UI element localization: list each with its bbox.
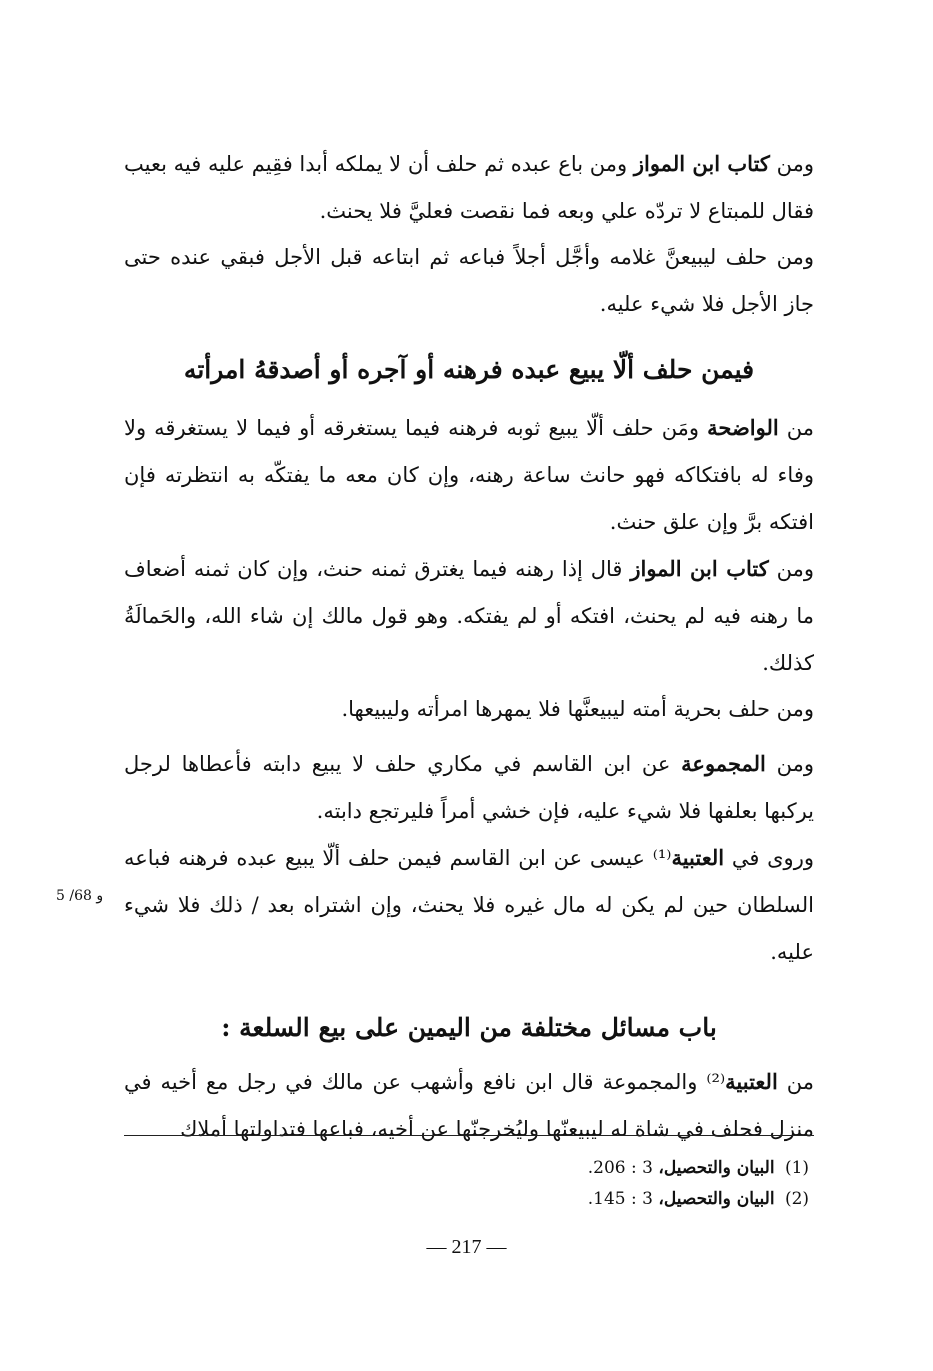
paragraph-source: كتاب ابن المواز: [633, 151, 770, 176]
footnote-2: [124, 1184, 814, 1214]
paragraph-lead: ومن: [768, 557, 814, 581]
paragraph-6: [124, 740, 814, 835]
paragraph-3: [124, 404, 814, 546]
page-number: — 217 —: [426, 1236, 507, 1258]
footnote-source: البيان والتحصيل،: [658, 1189, 775, 1209]
section-heading-1: فيمن حلف ألّا يبيع عبده فرهنه أو آجره أو أصدقهُ امرأته: [183, 355, 755, 384]
paragraph-source: العتبية: [725, 1069, 778, 1094]
paragraph-text: ⁽²⁾ والمجموعة قال ابن نافع وأشهب عن مالك في رجل مع أخيه في منزل فحلف في شاة له ليبيعنّها وليُخرجنّها عن أخيه، فباعها فتداولتها أملاك: [124, 1070, 814, 1141]
paragraph-text: قال إذا رهنه فيما يغترق ثمنه حنث، وإن كان ثمنه أضعاف ما رهنه فيه لم يحنث، افتكه أو لم يفتكه. وهو قول مالك إن شاء الله، والحَمالَةُ كذلك.: [124, 557, 814, 675]
paragraph-4: [124, 545, 814, 687]
footnote-1: [124, 1153, 814, 1183]
footnote-source: البيان والتحصيل،: [658, 1158, 775, 1178]
paragraph-2: [124, 234, 814, 328]
paragraph-lead: من: [777, 1070, 814, 1094]
footnote-reference: 3 : 145.: [587, 1189, 659, 1209]
paragraph-lead: ومن: [765, 752, 814, 776]
paragraph-lead: من: [778, 416, 814, 440]
paragraph-lead: ومن: [769, 152, 814, 176]
paragraph-source: الواضحة: [707, 415, 779, 440]
paragraph-7: [124, 834, 814, 976]
footnote-number: (2): [784, 1189, 810, 1209]
paragraph-text: ومَن حلف ألّا يبيع ثوبه فرهنه فيما يستغرقه أو فيما لا يستغرقه ولا وفاء له بافتكاكه فهو حانث ساعة رهنه، وإن كان معه ما يفتكّه به انتظرته فإن افتكه برَّ وإن علق حنث.: [124, 416, 814, 534]
footnote-number: (1): [784, 1158, 810, 1178]
paragraph-text: ومن حلف ليبيعنَّ غلامه وأجَّل أجلاً فباعه ثم ابتاعه قبل الأجل فبقي عنده حتى جاز الأجل فلا شيء عليه.: [124, 245, 814, 316]
paragraph-text: ⁽¹⁾ عيسى عن ابن القاسم فيمن حلف ألّا يبيع عبده فرهنه فباعه السلطان حين لم يكن له مال غيره فلا يحنث، وإن اشتراه بعد / ذلك فلا شيء عليه.: [124, 846, 814, 964]
paragraph-source: المجموعة: [681, 751, 766, 776]
paragraph-1: [124, 140, 814, 235]
paragraph-8: [124, 1058, 814, 1153]
paragraph-source: العتبية: [671, 845, 725, 870]
paragraph-lead: وروى في: [724, 846, 814, 870]
paragraph-text: عن ابن القاسم في مكاري حلف لا يبيع دابته فأعطاها لرجل يركبها بعلفها فلا شيء عليه، فإن خشي أمراً فليرتجع دابته.: [124, 752, 814, 823]
footnote-divider: [124, 1135, 814, 1136]
paragraph-text: ومن حلف بحرية أمته ليبيعنَّها فلا يمهرها امرأته وليبيعها.: [341, 697, 814, 721]
folio-margin-note: 5 /68 و: [56, 888, 104, 904]
section-heading-2: باب مسائل مختلفة من اليمين على بيع السلعة :: [221, 1013, 717, 1042]
paragraph-text: ومن باع عبده ثم حلف أن لا يملكه أبدا فقِيم عليه فيه بعيب فقال للمبتاع لا تردّه علي وبعه فما نقصت فعليَّ فلا يحنث.: [124, 152, 814, 223]
footnote-reference: 3 : 206.: [587, 1158, 659, 1178]
paragraph-5: [124, 686, 814, 733]
paragraph-source: كتاب ابن المواز: [630, 556, 769, 581]
